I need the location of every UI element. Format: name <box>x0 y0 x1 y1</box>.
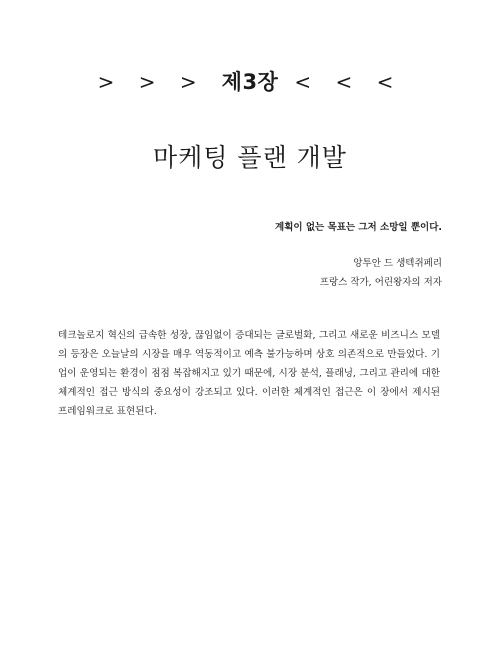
chapter-label: 제3장 <box>221 70 279 94</box>
body-paragraph: 테크놀로지 혁신의 급속한 성장, 끊임없이 증대되는 글로벌화, 그리고 새로운 비즈니스 모델의 등장은 오늘날의 시장을 매우 역동적이고 예측 불가능하며 상호 의존적으로 만들었다. 기업이 운영되는 환경이 점점 복잡해지고 있기 때문에, 시장 분석, 플래닝, 그리고 관리에 대한 체계적인 접근 방식의 중요성이 강조되고 있다. 이러한 체계적인 접근은 이 장에서 제시된 프레임워크로 표현된다. <box>58 330 440 417</box>
epigraph-author-description: 프랑스 작가, 어린왕자의 저자 <box>319 277 442 288</box>
chapter-header <box>0 64 500 100</box>
epigraph-quote: 계획이 없는 목표는 그저 소망일 뿐이다. <box>275 222 442 233</box>
chevron-right-icon: > > > <box>97 70 206 94</box>
epigraph-attribution <box>320 254 442 292</box>
chapter-title: 마케팅 플랜 개발 <box>153 143 347 172</box>
chevron-left-icon: < < < <box>294 70 403 94</box>
epigraph-author: 앙투안 드 생텍쥐페리 <box>353 258 442 269</box>
